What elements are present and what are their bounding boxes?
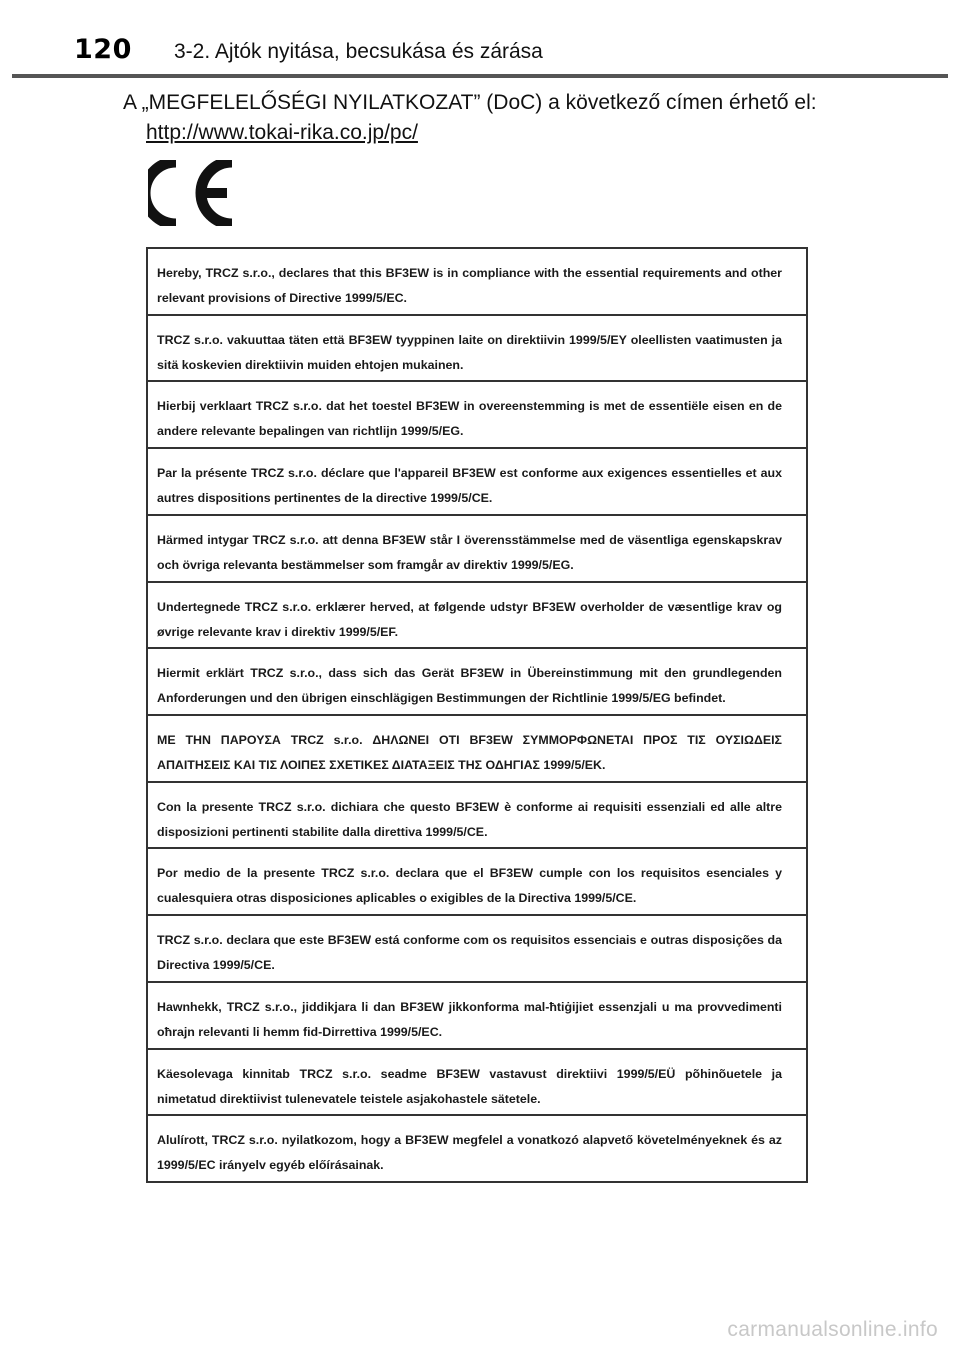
- declaration-de: Hiermit erklärt TRCZ s.r.o., dass sich das Gerät BF3EW in Übereinstimmung mit den grundlegenden Anforderungen und den übrigen einschlägigen Bestimmungen der Richtlinie 1999/5/EG befindet.: [148, 649, 806, 716]
- watermark: carmanualsonline.info: [727, 1318, 938, 1341]
- section-title: 3-2. Ajtók nyitása, becsukása és zárása: [174, 40, 543, 63]
- declaration-it: Con la presente TRCZ s.r.o. dichiara che questo BF3EW è conforme ai requisiti essenziali ed alle altre disposizioni pertinenti stabilite dalla direttiva 1999/5/CE.: [148, 783, 806, 850]
- page-number: 120: [74, 34, 132, 65]
- declaration-pt: TRCZ s.r.o. declara que este BF3EW está conforme com os requisitos essenciais e outras disposições da Directiva 1999/5/CE.: [148, 916, 806, 983]
- declaration-table: [146, 247, 808, 1183]
- declaration-hu: Alulírott, TRCZ s.r.o. nyilatkozom, hogy a BF3EW megfelel a vonatkozó alapvető követelményeknek és az 1999/5/EC irányelv egyéb előírásainak.: [157, 1133, 782, 1173]
- doc-link[interactable]: http://www.tokai-rika.co.jp/pc/: [146, 121, 418, 144]
- declaration-et: Käesolevaga kinnitab TRCZ s.r.o. seadme BF3EW vastavust direktiivi 1999/5/EÜ põhinõuetele ja nimetatud direktiivist tulenevatele teistele asjakohastele sätetele.: [148, 1050, 806, 1117]
- declaration-sv: Härmed intygar TRCZ s.r.o. att denna BF3EW står I överensstämmelse med de väsentliga egenskapskrav och övriga relevanta bestämmelser som framgår av direktiv 1999/5/EG.: [148, 516, 806, 583]
- declaration-fr: Par la présente TRCZ s.r.o. déclare que l'appareil BF3EW est conforme aux exigences essentielles et aux autres dispositions pertinentes de la directive 1999/5/CE.: [148, 449, 806, 516]
- intro-text: A „MEGFELELŐSÉGI NYILATKOZAT” (DoC) a következő címen érhető el:: [123, 91, 817, 114]
- declaration-en: Hereby, TRCZ s.r.o., declares that this BF3EW is in compliance with the essential requirements and other relevant provisions of Directive 1999/5/EC.: [148, 249, 806, 316]
- declaration-es: Por medio de la presente TRCZ s.r.o. declara que el BF3EW cumple con los requisitos esenciales y cualesquiera otras disposiciones aplicables o exigibles de la Directiva 1999/5/CE.: [148, 849, 806, 916]
- declaration-nl: Hierbij verklaart TRCZ s.r.o. dat het toestel BF3EW in overeenstemming is met de essentiële eisen en de andere relevante bepalingen van richtlijn 1999/5/EG.: [148, 382, 806, 449]
- ce-mark-icon: [148, 160, 236, 226]
- header-rule: [12, 74, 948, 78]
- declaration-da: Undertegnede TRCZ s.r.o. erklærer herved, at følgende udstyr BF3EW overholder de væsentlige krav og øvrige relevante krav i direktiv 1999/5/EF.: [148, 583, 806, 650]
- declaration-mt: Hawnhekk, TRCZ s.r.o., jiddikjara li dan BF3EW jikkonforma mal-ħtiġijiet essenzjali u ma provvedimenti oħrajn relevanti li hemm fid-Dirrettiva 1999/5/EC.: [148, 983, 806, 1050]
- declaration-fi: TRCZ s.r.o. vakuuttaa täten että BF3EW tyyppinen laite on direktiivin 1999/5/EY oleellisten vaatimusten ja sitä koskevien direktiivin muiden ehtojen mukainen.: [148, 316, 806, 383]
- declaration-el: ΜΕ ΤΗΝ ΠΑΡΟΥΣΑ TRCZ s.r.o. ΔΗΛΩΝΕΙ ΟΤΙ BF3EW ΣΥΜΜΟΡΦΩΝΕΤΑΙ ΠΡΟΣ ΤΙΣ ΟΥΣΙΩΔΕΙΣ ΑΠΑΙΤΗΣΕΙΣ ΚΑΙ ΤΙΣ ΛΟΙΠΕΣ ΣΧΕΤΙΚΕΣ ΔΙΑΤΑΞΕΙΣ ΤΗΣ ΟΔΗΓΙΑΣ 1999/5/ΕΚ.: [148, 716, 806, 783]
